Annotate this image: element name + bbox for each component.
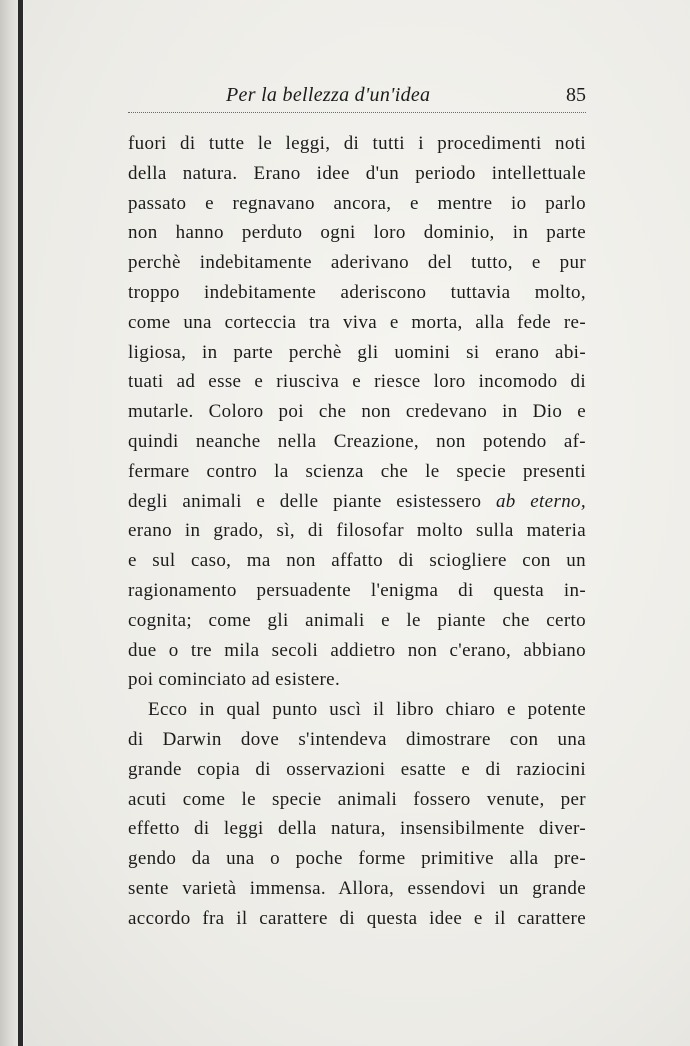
running-title: Per la bellezza d'un'idea (226, 84, 431, 106)
text-line-part: degli animali e delle piante esistessero (128, 490, 482, 512)
header-rule (128, 112, 586, 113)
text-line: passato e regnavano ancora, e mentre io parlo (128, 192, 586, 214)
text-line: grande copia di osservazioni esatte e di raziocini (128, 758, 586, 780)
page-header (128, 78, 586, 112)
binding-shadow-line (18, 0, 23, 1046)
text-line: ragionamento persuadente l'enigma di questa in- (128, 579, 586, 601)
text-line: erano in grado, sì, di filosofar molto sulla materia (128, 520, 586, 542)
text-line: mutarle. Coloro poi che non credevano in Dio e (128, 401, 586, 423)
text-line: tuati ad esse e riusciva e riesce loro incomodo di (128, 371, 586, 393)
text-line: fermare contro la scienza che le specie presenti (128, 460, 586, 482)
text-line: troppo indebitamente aderiscono tuttavia molto, (128, 281, 586, 303)
text-line: cognita; come gli animali e le piante che certo (128, 609, 586, 631)
text-line: della natura. Erano idee d'un periodo intellettuale (128, 162, 586, 184)
text-line: perchè indebitamente aderivano del tutto, e pur (128, 252, 586, 274)
text-line: gendo da una o poche forme primitive alla pre- (128, 848, 586, 870)
text-line: effetto di leggi della natura, insensibilmente diver- (128, 818, 586, 840)
text-line: e sul caso, ma non affatto di sciogliere con un (128, 550, 586, 572)
paragraph-start-line: Ecco in qual punto uscì il libro chiaro e potente (148, 699, 586, 721)
italic-phrase: ab eterno, (495, 490, 587, 512)
text-line: sente varietà immensa. Allora, essendovi un grande (128, 877, 586, 899)
body-text (128, 129, 586, 934)
text-line: come una corteccia tra viva e morta, alla fede re- (128, 311, 586, 333)
page-number: 85 (566, 84, 586, 106)
text-line: non hanno perduto ogni loro dominio, in parte (128, 222, 586, 244)
text-line: ligiosa, in parte perchè gli uomini si erano abi- (128, 341, 586, 363)
text-line: di Darwin dove s'intendeva dimostrare con una (128, 728, 586, 750)
text-line: accordo fra il carattere di questa idee e il carattere (128, 907, 586, 929)
text-line: poi cominciato ad esistere. (128, 669, 341, 691)
text-line: due o tre mila secoli addietro non c'erano, abbiano (128, 639, 586, 661)
text-line-with-italic (128, 487, 586, 517)
text-line: quindi neanche nella Creazione, non potendo af- (128, 430, 586, 452)
text-line: acuti come le specie animali fossero venute, per (128, 788, 586, 810)
text-line: fuori di tutte le leggi, di tutti i procedimenti noti (128, 133, 586, 154)
